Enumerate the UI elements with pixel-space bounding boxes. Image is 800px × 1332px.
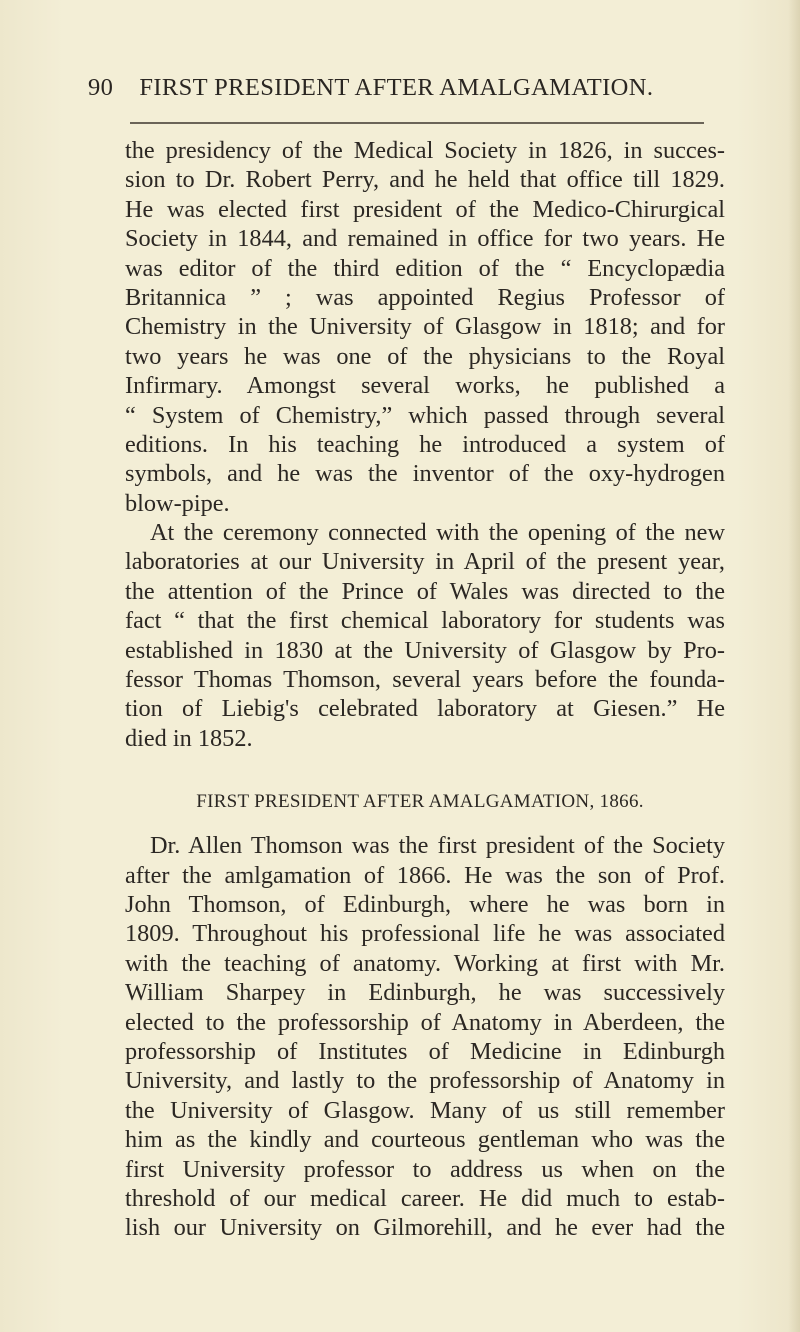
section-heading: FIRST PRESIDENT AFTER AMALGAMATION, 1866. — [196, 791, 644, 813]
text-line: died in 1852. — [125, 724, 253, 752]
text-line: professorship of Institutes of Medicine in Edinburgh — [125, 1037, 725, 1065]
paragraph-2 — [125, 518, 725, 753]
text-line: Dr. Allen Thomson was the first president of the Society — [150, 832, 725, 860]
text-line: William Sharpey in Edinburgh, he was successively — [125, 979, 725, 1007]
text-line: elected to the professorship of Anatomy in Aberdeen, the — [125, 1008, 725, 1036]
text-line: sion to Dr. Robert Perry, and he held that office till 1829. — [125, 166, 725, 194]
paragraph-3 — [125, 831, 725, 1242]
header-rule — [130, 122, 704, 124]
text-line: 1809. Throughout his professional life he was associated — [125, 920, 725, 948]
text-line: fessor Thomas Thomson, several years before the founda- — [125, 666, 725, 694]
text-line: the presidency of the Medical Society in 1826, in succes- — [125, 137, 725, 164]
body-text — [125, 136, 725, 1243]
page-number: 90 — [88, 74, 114, 101]
text-line: At the ceremony connected with the opening of the new — [150, 519, 725, 547]
section-spacer — [125, 817, 725, 831]
text-line: laboratories at our University in April of the present year, — [125, 548, 725, 576]
text-line: editions. In his teaching he introduced a system of — [125, 430, 725, 458]
text-line: symbols, and he was the inventor of the oxy-hydrogen — [125, 460, 725, 488]
text-line: He was elected first president of the Medico-Chirurgical — [125, 195, 725, 223]
text-line: two years he was one of the physicians to the Royal — [125, 342, 725, 370]
page-edge-shadow — [788, 0, 800, 1332]
text-line: blow-pipe. — [125, 489, 230, 517]
text-line: University, and lastly to the professorship of Anatomy in — [125, 1067, 725, 1095]
text-line: threshold of our medical career. He did much to estab- — [125, 1184, 725, 1212]
running-head — [88, 74, 728, 108]
text-line: fact “ that the first chemical laboratory for students was — [125, 607, 725, 635]
text-line: lish our University on Gilmorehill, and he ever had the — [125, 1214, 725, 1242]
text-line: Britannica ” ; was appointed Regius Professor of — [125, 283, 725, 311]
text-line: first University professor to address us when on the — [125, 1155, 725, 1183]
text-line: Infirmary. Amongst several works, he published a — [125, 372, 725, 400]
text-line: the University of Glasgow. Many of us still remember — [125, 1096, 725, 1124]
section-spacer — [125, 753, 725, 787]
running-title: FIRST PRESIDENT AFTER AMALGAMATION. — [139, 74, 654, 101]
text-line: “ System of Chemistry,” which passed through several — [125, 401, 725, 429]
text-line: him as the kindly and courteous gentleman who was the — [125, 1126, 725, 1154]
text-line: Society in 1844, and remained in office for two years. He — [125, 225, 725, 253]
text-line: established in 1830 at the University of Glasgow by Pro- — [125, 636, 725, 664]
text-line: with the teaching of anatomy. Working at first with Mr. — [125, 949, 725, 977]
paragraph-1 — [125, 136, 725, 518]
text-line: John Thomson, of Edinburgh, where he was born in — [125, 890, 725, 918]
text-line: the attention of the Prince of Wales was directed to the — [125, 577, 725, 605]
text-line: was editor of the third edition of the “ Encyclopædia — [125, 254, 725, 282]
text-line: Chemistry in the University of Glasgow in 1818; and for — [125, 313, 725, 341]
text-line: tion of Liebig's celebrated laboratory at Giesen.” He — [125, 695, 725, 723]
text-line: after the amlgamation of 1866. He was the son of Prof. — [125, 861, 725, 889]
